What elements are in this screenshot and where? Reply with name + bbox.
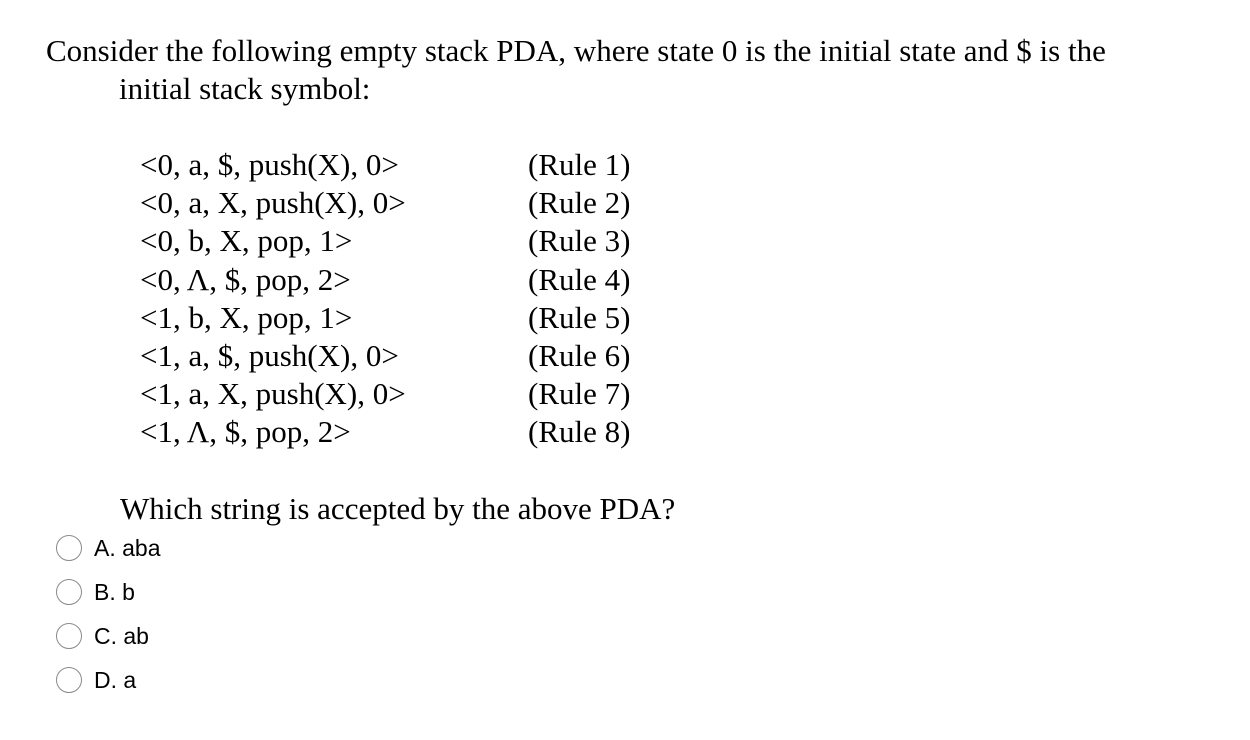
radio-button-icon[interactable] xyxy=(56,535,82,561)
question-intro xyxy=(46,32,1226,108)
option-c[interactable] xyxy=(56,614,161,658)
rule-transition: <0, Λ, $, pop, 2> xyxy=(140,261,351,297)
question-intro-line2: initial stack symbol: xyxy=(119,71,371,106)
option-label[interactable]: B. b xyxy=(94,579,135,605)
rule-transition: <0, a, X, push(X), 0> xyxy=(140,185,406,221)
radio-button-icon[interactable] xyxy=(56,623,82,649)
rule-transition: <1, a, X, push(X), 0> xyxy=(140,376,406,412)
rule-transition: <0, b, X, pop, 1> xyxy=(140,223,353,259)
rule-label: (Rule 6) xyxy=(528,337,631,373)
rule-label: (Rule 8) xyxy=(528,414,631,450)
option-label[interactable]: A. aba xyxy=(94,535,161,561)
radio-button-icon[interactable] xyxy=(56,667,82,693)
rule-transition: <0, a, $, push(X), 0> xyxy=(140,147,399,182)
rule-label: (Rule 3) xyxy=(528,223,631,259)
rule-label: (Rule 4) xyxy=(528,261,631,297)
question-prompt: Which string is accepted by the above PDA? xyxy=(120,491,676,526)
option-label[interactable]: D. a xyxy=(94,667,137,693)
option-a[interactable] xyxy=(56,526,161,570)
rule-transition: <1, b, X, pop, 1> xyxy=(140,299,353,335)
rule-label: (Rule 1) xyxy=(528,147,631,182)
rule-transition: <1, Λ, $, pop, 2> xyxy=(140,414,351,450)
option-d[interactable] xyxy=(56,658,161,702)
radio-button-icon[interactable] xyxy=(56,579,82,605)
rule-label: (Rule 7) xyxy=(528,376,631,412)
option-label[interactable]: C. ab xyxy=(94,623,149,649)
rule-label: (Rule 2) xyxy=(528,185,631,221)
rule-transition: <1, a, $, push(X), 0> xyxy=(140,337,399,373)
answer-options xyxy=(56,526,161,702)
question-intro-line1: Consider the following empty stack PDA, where state 0 is the initial state and $ is the xyxy=(46,33,1106,68)
rule-label: (Rule 5) xyxy=(528,299,631,335)
option-b[interactable] xyxy=(56,570,161,614)
